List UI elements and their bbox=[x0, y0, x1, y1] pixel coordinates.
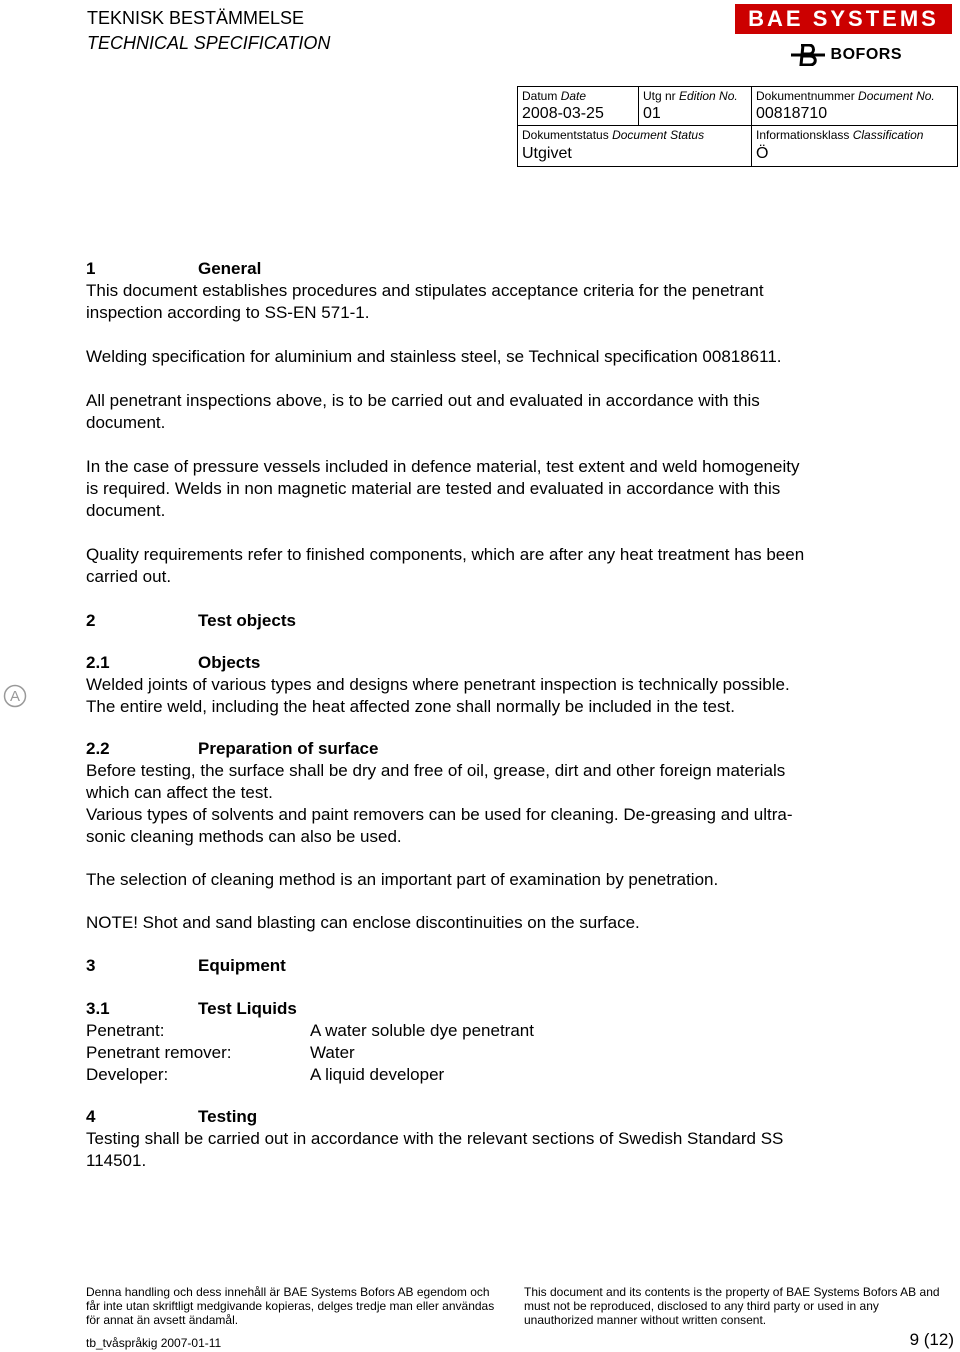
subsection-heading: 2.1 Objects bbox=[86, 653, 261, 672]
paragraph: Welded joints of various types and designs where penetrant inspection is technically possible. The entire weld, including the heat affected zone shall normally be included in the test. bbox=[86, 675, 790, 716]
document-type bbox=[87, 6, 330, 56]
revision-mark-icon bbox=[3, 684, 27, 708]
list-item: Penetrant remover: Water bbox=[86, 1043, 355, 1062]
document-metadata-table bbox=[517, 86, 958, 167]
document-body bbox=[86, 258, 806, 1172]
section-heading: 4 Testing bbox=[86, 1107, 258, 1126]
paragraph: This document establishes procedures and stipulates acceptance criteria for the penetrant inspection according to SS-EN 571-1. bbox=[86, 281, 764, 322]
svg-text:A: A bbox=[9, 688, 21, 705]
document-status-value: Utgivet bbox=[522, 145, 572, 162]
section-heading: 3 Equipment bbox=[86, 956, 286, 975]
paragraph: The selection of cleaning method is an important part of examination by penetration. bbox=[86, 870, 719, 889]
paragraph: Quality requirements refer to finished components, which are after any heat treatment has been carried out. bbox=[86, 545, 805, 586]
paragraph: Welding specification for aluminium and stainless steel, se Technical specification 00818611. bbox=[86, 347, 782, 366]
bae-systems-logo: BAE SYSTEMS bbox=[735, 4, 952, 34]
subsection-heading: 2.2 Preparation of surface bbox=[86, 739, 379, 758]
paragraph: NOTE! Shot and sand blasting can enclose discontinuities on the surface. bbox=[86, 913, 640, 932]
list-item: Developer: A liquid developer bbox=[86, 1065, 445, 1084]
bofors-wordmark: BOFORS bbox=[830, 46, 902, 63]
document-type-swedish: TEKNISK BESTÄMMELSE bbox=[87, 8, 305, 28]
company-logo bbox=[732, 0, 952, 72]
document-number-cell: Dokumentnummer Document No. 00818710 bbox=[752, 87, 958, 126]
footer-notice-english: This document and its contents is the property of BAE Systems Bofors AB and must not be reproduced, disclosed to any third party or used in any unauthorized manner without written consent. bbox=[524, 1285, 940, 1327]
page-number: 9 (12) bbox=[909, 1330, 954, 1349]
paragraph: Various types of solvents and paint removers can be used for cleaning. De-greasing and ultra-sonic cleaning methods can also be used. bbox=[86, 805, 793, 846]
subsection-heading: 3.1 Test Liquids bbox=[86, 999, 297, 1018]
classification-cell: Informationsklass Classification Ö bbox=[752, 126, 958, 167]
document-number-value: 00818710 bbox=[756, 105, 828, 122]
edition-value: 01 bbox=[643, 105, 661, 122]
document-status-cell: Dokumentstatus Document Status Utgivet bbox=[518, 126, 752, 167]
paragraph: All penetrant inspections above, is to be carried out and evaluated in accordance with this document. bbox=[86, 391, 760, 432]
section-heading: 2 Test objects bbox=[86, 611, 296, 630]
date-value: 2008-03-25 bbox=[522, 105, 604, 122]
paragraph: In the case of pressure vessels included in defence material, test extent and weld homogeneity is required. Welds in non magnetic material are tested and evaluated in accordance with this document. bbox=[86, 457, 800, 520]
test-liquids-list bbox=[86, 1020, 806, 1086]
section-heading: 1 General bbox=[86, 259, 262, 278]
classification-value: Ö bbox=[756, 145, 769, 162]
paragraph: Before testing, the surface shall be dry and free of oil, grease, dirt and other foreign materials which can affect the test. bbox=[86, 761, 786, 802]
list-item: Penetrant: A water soluble dye penetrant bbox=[86, 1021, 534, 1040]
date-cell: Datum Date 2008-03-25 bbox=[518, 87, 639, 126]
edition-cell: Utg nr Edition No. 01 bbox=[639, 87, 752, 126]
footer-notice-swedish: Denna handling och dess innehåll är BAE Systems Bofors AB egendom och får inte utan skriftligt medgivande kopieras, delges tredje man eller användas för annat än avsett ändamål. bbox=[86, 1285, 495, 1327]
paragraph: Testing shall be carried out in accordance with the relevant sections of Swedish Standard SS 114501. bbox=[86, 1129, 784, 1170]
template-id: tb_tvåspråkig 2007-01-11 bbox=[86, 1336, 222, 1350]
document-type-english: TECHNICAL SPECIFICATION bbox=[87, 33, 331, 53]
bofors-emblem-icon bbox=[791, 44, 825, 66]
bofors-logo bbox=[791, 44, 902, 66]
